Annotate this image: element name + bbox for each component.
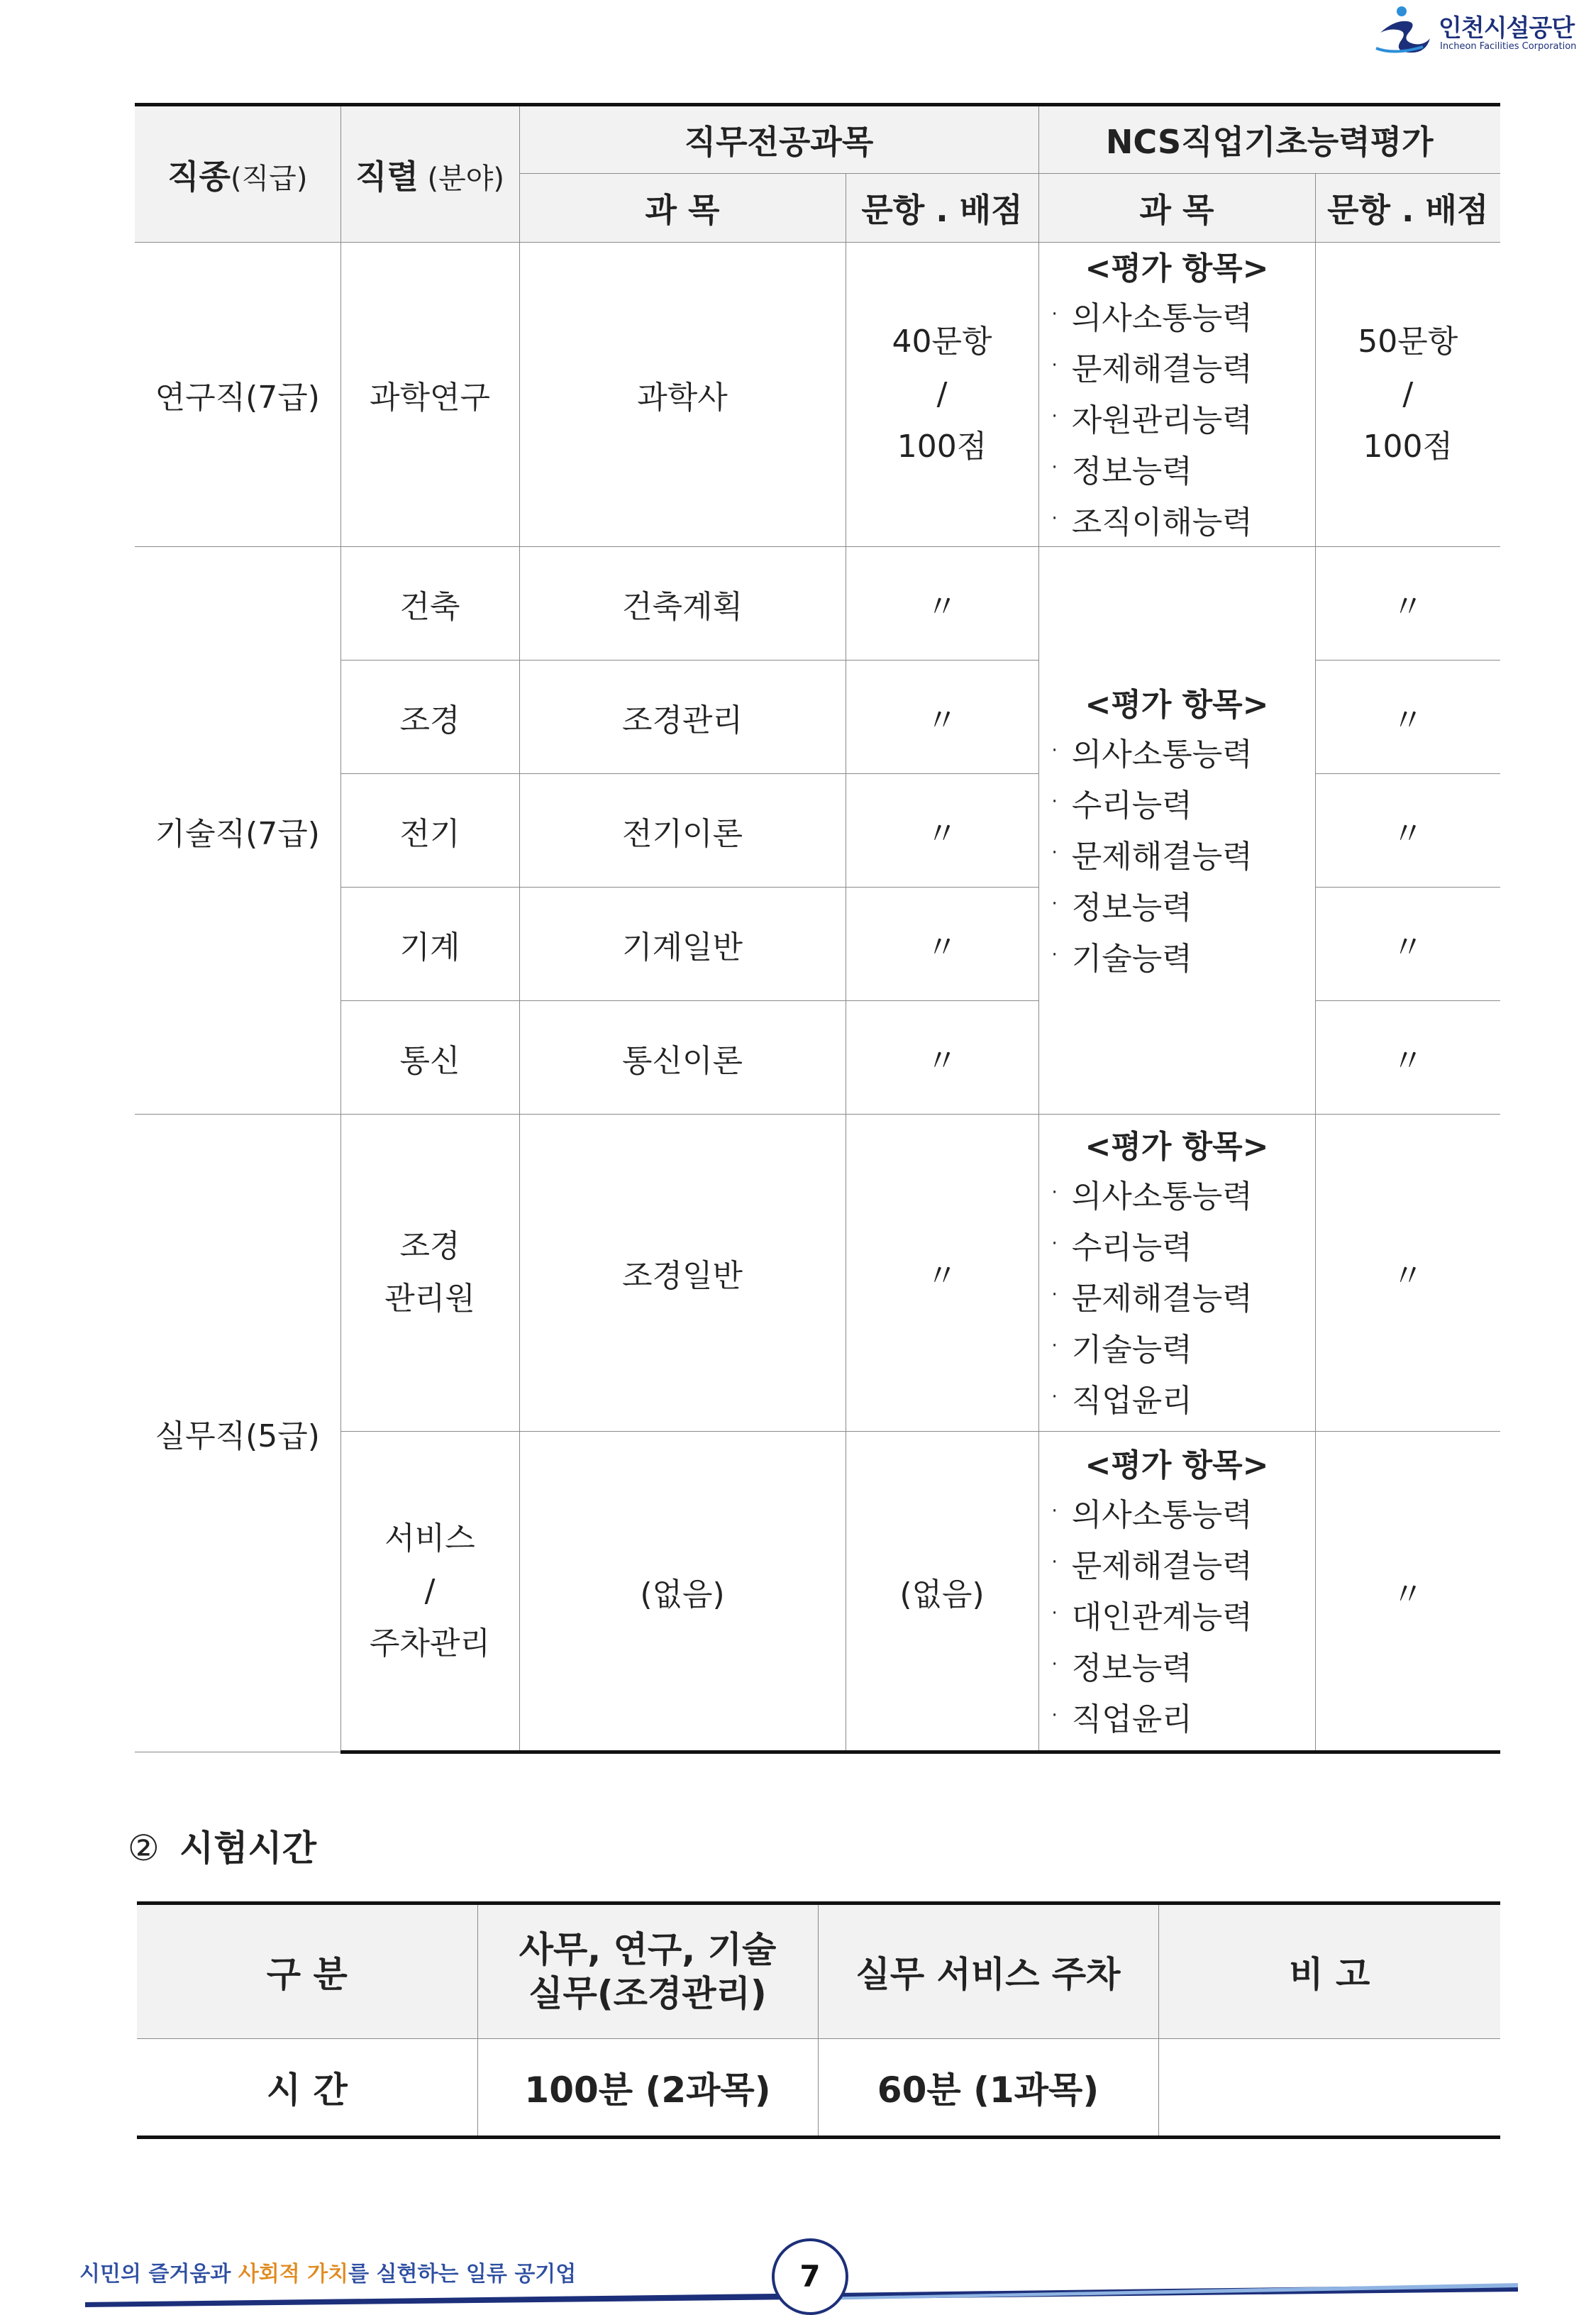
eval-heading: <평가 항목> [1085, 250, 1269, 287]
eval-item: · 수리능력 [1051, 1230, 1192, 1266]
ditto-mark: 〃 [1315, 1115, 1500, 1432]
logo-text-korean: 인천시설공단 [1439, 14, 1575, 43]
series-electric: 전기 [340, 774, 519, 888]
slogan-part: 를 실현하는 일류 공기업 [348, 2262, 577, 2287]
section-title-text: 시험시간 [179, 1828, 317, 1869]
time-note-value [1158, 2039, 1500, 2138]
eval-item: · 정보능력 [1051, 453, 1192, 490]
series-landscape: 조경 [340, 661, 519, 774]
eval-item: · 직업윤리 [1051, 1383, 1192, 1419]
series-line: 서비스 [384, 1520, 475, 1557]
series-science-research: 과학연구 [340, 243, 519, 547]
ditto-mark: 〃 [846, 1001, 1038, 1115]
time-header-office-line2: 실무(조경관리) [528, 1973, 767, 2014]
eval-item: · 의사소통능력 [1051, 1496, 1253, 1533]
eval-item: · 문제해결능력 [1051, 1547, 1253, 1584]
eval-item: · 문제해결능력 [1051, 351, 1253, 387]
time-service-value: 60분 (1과목) [818, 2039, 1158, 2138]
logo-mark-icon [1373, 4, 1437, 57]
subject-electric-theory: 전기이론 [519, 774, 846, 888]
time-header-category: 구 분 [137, 1904, 477, 2039]
subject-telecom-theory: 통신이론 [519, 1001, 846, 1115]
eval-heading: <평가 항목> [1085, 1447, 1269, 1484]
header-major-subject: 과 목 [519, 174, 846, 243]
questions-count: 40문항 [892, 324, 992, 360]
subject-mechanical-general: 기계일반 [519, 888, 846, 1001]
ncs-eval-service-parking [1038, 1432, 1315, 1752]
header-ncs-evaluation: NCS직업기초능력평가 [1038, 105, 1500, 174]
exam-time-table [137, 1901, 1500, 2139]
ncs-eval-technical [1038, 547, 1315, 1115]
header-ncs-questions: 문항 . 배점 [1315, 174, 1500, 243]
slogan-part: 시민의 즐거움 [79, 2262, 211, 2287]
section-heading-exam-time [128, 1820, 316, 1871]
series-line: 주차관리 [369, 1625, 490, 1662]
header-ncs-subject: 과 목 [1038, 174, 1315, 243]
footer-slogan [79, 2256, 576, 2287]
ditto-mark: 〃 [846, 888, 1038, 1001]
header-major-questions: 문항 . 배점 [846, 174, 1038, 243]
header-job-series [340, 105, 519, 243]
table-row [137, 2039, 1500, 2138]
ditto-mark: 〃 [846, 1115, 1038, 1432]
eval-item: · 직업윤리 [1051, 1701, 1192, 1737]
eval-item: · 문제해결능력 [1051, 838, 1253, 875]
time-header-service: 실무 서비스 주차 [818, 1904, 1158, 2039]
ditto-mark: 〃 [1315, 1432, 1500, 1752]
eval-item: · 자원관리능력 [1051, 402, 1253, 438]
eval-item: · 조직이해능력 [1051, 504, 1253, 541]
series-line: 조경 [399, 1228, 460, 1264]
job-type-research: 연구직(7급) [135, 243, 340, 547]
major-questions-research [846, 243, 1038, 547]
eval-item: · 기술능력 [1051, 940, 1192, 977]
slogan-part: 사회적 가치 [238, 2262, 349, 2287]
series-landscape-worker [340, 1115, 519, 1432]
time-header-office-line1: 사무, 연구, 기술 [519, 1929, 777, 1970]
ditto-mark: 〃 [1315, 661, 1500, 774]
ncs-questions-research [1315, 243, 1500, 547]
job-type-technical: 기술직(7급) [135, 547, 340, 1115]
table-row-landscape-worker [135, 1115, 1500, 1432]
ncs-eval-landscape-worker [1038, 1115, 1315, 1432]
ditto-mark: 〃 [846, 547, 1038, 661]
ditto-mark: 〃 [1315, 1001, 1500, 1115]
series-mechanical: 기계 [340, 888, 519, 1001]
eval-item: · 문제해결능력 [1051, 1281, 1253, 1317]
ncs-eval-research [1038, 243, 1315, 547]
slogan-part: 과 [210, 2262, 238, 2287]
eval-heading: <평가 항목> [1085, 686, 1269, 723]
questions-score: 100점 [897, 429, 987, 465]
ditto-mark: 〃 [846, 661, 1038, 774]
ditto-mark: 〃 [1315, 774, 1500, 888]
eval-item: · 정보능력 [1051, 1650, 1192, 1686]
series-architecture: 건축 [340, 547, 519, 661]
eval-item: · 대인관계능력 [1051, 1598, 1253, 1635]
subject-none: (없음) [519, 1432, 846, 1752]
time-office-value: 100분 (2과목) [477, 2039, 818, 2138]
subject-architecture-planning: 건축계획 [519, 547, 846, 661]
page-number: 7 [772, 2238, 848, 2315]
series-line: 관리원 [384, 1281, 475, 1317]
header-job-series-sub: (분야) [418, 162, 505, 195]
series-line: / [424, 1572, 436, 1609]
ditto-mark: 〃 [1315, 547, 1500, 661]
header-major-subjects: 직무전공과목 [519, 105, 1038, 174]
exam-subject-table [135, 103, 1500, 1754]
table-row-architecture [135, 547, 1500, 661]
header-job-series-label: 직렬 [355, 157, 419, 196]
questions-none: (없음) [846, 1432, 1038, 1752]
subject-landscape-general: 조경일반 [519, 1115, 846, 1432]
table-row-research [135, 243, 1500, 547]
ncs-questions-score: 100점 [1363, 429, 1453, 465]
header-job-type [135, 105, 340, 243]
questions-separator: / [936, 376, 948, 412]
job-type-practical: 실무직(5급) [135, 1115, 340, 1752]
ditto-mark: 〃 [1315, 888, 1500, 1001]
header-job-type-label: 직종 [167, 157, 231, 196]
time-row-label: 시 간 [137, 2039, 477, 2138]
time-header-note: 비 고 [1158, 1904, 1500, 2039]
ncs-questions-count: 50문항 [1358, 324, 1458, 360]
company-logo [1373, 4, 1586, 57]
section-number: ② [128, 1828, 160, 1869]
eval-item: · 의사소통능력 [1051, 736, 1253, 773]
eval-item: · 의사소통능력 [1051, 1178, 1253, 1215]
eval-item: · 정보능력 [1051, 889, 1192, 926]
eval-item: · 기술능력 [1051, 1332, 1192, 1368]
series-service-parking [340, 1432, 519, 1752]
ncs-questions-separator: / [1402, 376, 1414, 412]
subject-landscape-management: 조경관리 [519, 661, 846, 774]
time-header-office [477, 1904, 818, 2039]
eval-item: · 수리능력 [1051, 787, 1192, 824]
series-telecom: 통신 [340, 1001, 519, 1115]
header-job-type-sub: (직급) [230, 162, 308, 195]
subject-science-history: 과학사 [519, 243, 846, 547]
logo-text-english: Incheon Facilities Corporation [1440, 41, 1577, 52]
eval-heading: <평가 항목> [1085, 1129, 1269, 1165]
eval-item: · 의사소통능력 [1051, 300, 1253, 336]
ditto-mark: 〃 [846, 774, 1038, 888]
